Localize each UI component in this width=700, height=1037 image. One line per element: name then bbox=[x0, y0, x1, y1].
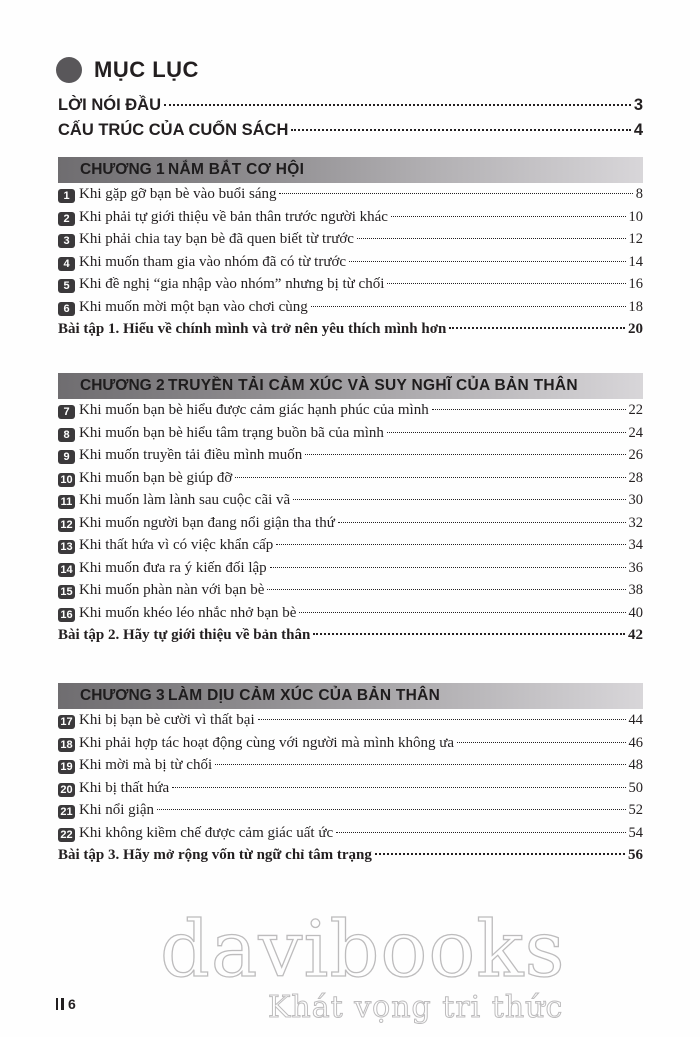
watermark-tagline: Khát vọng tri thức bbox=[268, 990, 564, 1025]
item-label: Khi muốn bạn bè giúp đỡ bbox=[79, 469, 233, 486]
leader-dots bbox=[387, 283, 625, 284]
item-page: 30 bbox=[628, 492, 643, 508]
watermark-brand: davibooks bbox=[160, 905, 566, 995]
leader-dots bbox=[258, 719, 626, 720]
chapter-header bbox=[58, 157, 643, 183]
leader-dots bbox=[357, 238, 626, 239]
leader-dots bbox=[267, 589, 625, 590]
toc-item[interactable] bbox=[58, 560, 643, 583]
item-label: Khi muốn bạn bè hiểu tâm trạng buồn bã của mình bbox=[79, 424, 384, 441]
item-number-badge: 13 bbox=[58, 540, 75, 554]
exercise-page: 56 bbox=[628, 847, 643, 863]
leader-dots bbox=[336, 832, 625, 833]
leader-dots bbox=[172, 787, 625, 788]
toc-item[interactable] bbox=[58, 209, 643, 232]
toc-item[interactable] bbox=[58, 757, 643, 780]
item-label: Khi muốn truyền tải điều mình muốn bbox=[79, 447, 303, 463]
chapter-1-section bbox=[58, 157, 643, 343]
item-page: 54 bbox=[628, 824, 643, 841]
item-label: Khi nổi giận bbox=[79, 802, 154, 818]
toc-item[interactable] bbox=[58, 276, 643, 299]
leader-dots bbox=[387, 432, 626, 433]
leader-dots bbox=[311, 306, 626, 307]
exercise-label: Bài tập 3. Hãy mở rộng vốn từ ngữ chỉ tâm trạng bbox=[58, 847, 372, 863]
item-label: Khi bị bạn bè cười vì thất bại bbox=[79, 712, 255, 728]
item-label: Khi phải hợp tác hoạt động cùng với người mà mình không ưa bbox=[79, 734, 454, 751]
item-number-badge: 4 bbox=[58, 257, 75, 271]
chapter-header bbox=[58, 373, 643, 399]
item-number-badge: 17 bbox=[58, 715, 75, 729]
item-page: 50 bbox=[628, 779, 643, 796]
item-page: 8 bbox=[635, 186, 643, 202]
toc-item[interactable] bbox=[58, 802, 643, 825]
leader-dots bbox=[375, 853, 625, 855]
leader-dots bbox=[279, 193, 632, 194]
leader-dots bbox=[164, 104, 631, 106]
chapter-2-section bbox=[58, 373, 643, 649]
leader-dots bbox=[293, 499, 625, 500]
item-label: Khi mời mà bị từ chối bbox=[79, 757, 213, 773]
item-number-badge: 12 bbox=[58, 518, 75, 532]
toc-item[interactable] bbox=[58, 735, 643, 758]
leader-dots bbox=[338, 522, 626, 523]
item-page: 26 bbox=[628, 447, 643, 463]
page-marker-icon bbox=[56, 998, 64, 1010]
item-page: 40 bbox=[628, 604, 643, 621]
item-number-badge: 18 bbox=[58, 738, 75, 752]
item-label: Khi phải tự giới thiệu về bản thân trước người khác bbox=[79, 208, 388, 225]
toc-item[interactable] bbox=[58, 780, 643, 803]
toc-item[interactable] bbox=[58, 254, 643, 277]
item-page: 12 bbox=[628, 231, 643, 247]
chapter-title: LÀM DỊU CẢM XÚC CỦA BẢN THÂN bbox=[168, 687, 441, 704]
item-page: 44 bbox=[628, 712, 643, 728]
toc-item[interactable] bbox=[58, 231, 643, 254]
toc-item[interactable] bbox=[58, 537, 643, 560]
item-number-badge: 21 bbox=[58, 805, 75, 819]
exercise-row[interactable] bbox=[58, 627, 643, 649]
item-number-badge: 6 bbox=[58, 302, 75, 316]
leader-dots bbox=[349, 261, 625, 262]
toc-item[interactable] bbox=[58, 186, 643, 209]
front-matter-row[interactable] bbox=[58, 96, 643, 121]
toc-item[interactable] bbox=[58, 470, 643, 493]
leader-dots bbox=[449, 327, 625, 329]
item-page: 32 bbox=[628, 514, 643, 531]
leader-dots bbox=[305, 454, 625, 455]
exercise-row[interactable] bbox=[58, 847, 643, 869]
item-label: Khi muốn tham gia vào nhóm đã có từ trước bbox=[79, 253, 347, 270]
chapter-title: NẮM BẮT CƠ HỘI bbox=[168, 161, 305, 178]
item-page: 46 bbox=[628, 734, 643, 751]
leader-dots bbox=[457, 742, 626, 743]
leader-dots bbox=[291, 129, 630, 131]
item-label: Khi phải chia tay bạn bè đã quen biết từ trước bbox=[79, 231, 354, 247]
toc-item[interactable] bbox=[58, 582, 643, 605]
chapter-number: CHƯƠNG 1 bbox=[80, 161, 165, 178]
item-number-badge: 10 bbox=[58, 473, 75, 487]
item-label: Khi muốn bạn bè hiểu được cảm giác hạnh phúc của mình bbox=[79, 402, 429, 418]
chapter-number: CHƯƠNG 3 bbox=[80, 687, 165, 704]
exercise-page: 20 bbox=[628, 321, 643, 337]
toc-item[interactable] bbox=[58, 425, 643, 448]
item-label: Khi muốn đưa ra ý kiến đối lập bbox=[79, 559, 267, 576]
item-page: 14 bbox=[628, 253, 643, 270]
front-matter-list bbox=[58, 96, 643, 146]
leader-dots bbox=[299, 612, 625, 613]
item-label: Khi bị thất hứa bbox=[79, 779, 170, 796]
toc-item[interactable] bbox=[58, 712, 643, 735]
leader-dots bbox=[157, 809, 626, 810]
front-matter-label: CẤU TRÚC CỦA CUỐN SÁCH bbox=[58, 121, 289, 139]
exercise-label: Bài tập 1. Hiểu về chính mình và trở nên yêu thích mình hơn bbox=[58, 321, 447, 337]
front-matter-page: 4 bbox=[633, 121, 643, 139]
leader-dots bbox=[276, 544, 625, 545]
item-page: 36 bbox=[628, 559, 643, 576]
item-number-badge: 7 bbox=[58, 405, 75, 419]
chapter-items bbox=[58, 402, 643, 627]
chapter-header bbox=[58, 683, 643, 709]
item-label: Khi gặp gỡ bạn bè vào buổi sáng bbox=[79, 186, 277, 202]
leader-dots bbox=[391, 216, 626, 217]
toc-item[interactable] bbox=[58, 447, 643, 470]
leader-dots bbox=[270, 567, 626, 568]
item-label: Khi muốn khéo léo nhắc nhở bạn bè bbox=[79, 604, 297, 621]
item-page: 10 bbox=[628, 208, 643, 225]
toc-item[interactable] bbox=[58, 605, 643, 628]
item-number-badge: 20 bbox=[58, 783, 75, 797]
item-number-badge: 2 bbox=[58, 212, 75, 226]
item-label: Khi muốn phàn nàn với bạn bè bbox=[79, 582, 265, 598]
item-number-badge: 22 bbox=[58, 828, 75, 842]
item-label: Khi không kiềm chế được cảm giác uất ức bbox=[79, 824, 334, 841]
toc-item[interactable] bbox=[58, 492, 643, 515]
item-number-badge: 19 bbox=[58, 760, 75, 774]
item-label: Khi đề nghị “gia nhập vào nhóm” nhưng bị từ chối bbox=[79, 276, 385, 292]
item-number-badge: 3 bbox=[58, 234, 75, 248]
item-label: Khi thất hứa vì có việc khẩn cấp bbox=[79, 537, 274, 553]
leader-dots bbox=[215, 764, 625, 765]
page-number-text: 6 bbox=[68, 996, 76, 1012]
item-number-badge: 14 bbox=[58, 563, 75, 577]
item-label: Khi muốn làm lành sau cuộc cãi vã bbox=[79, 492, 291, 508]
item-number-badge: 1 bbox=[58, 189, 75, 203]
item-number-badge: 9 bbox=[58, 450, 75, 464]
item-label: Khi muốn mời một bạn vào chơi cùng bbox=[79, 298, 308, 315]
title-bullet-icon bbox=[56, 57, 82, 83]
leader-dots bbox=[235, 477, 625, 478]
item-number-badge: 15 bbox=[58, 585, 75, 599]
toc-item[interactable] bbox=[58, 515, 643, 538]
exercise-row[interactable] bbox=[58, 321, 643, 343]
item-page: 24 bbox=[628, 424, 643, 441]
front-matter-page: 3 bbox=[633, 96, 643, 114]
page-title bbox=[56, 52, 199, 88]
toc-item[interactable] bbox=[58, 825, 643, 848]
page-title-text: MỤC LỤC bbox=[94, 57, 199, 82]
chapter-3-section bbox=[58, 683, 643, 869]
front-matter-row[interactable] bbox=[58, 121, 643, 146]
leader-dots bbox=[432, 409, 626, 410]
chapter-items bbox=[58, 186, 643, 321]
leader-dots bbox=[313, 633, 625, 635]
chapter-title: TRUYỀN TẢI CẢM XÚC VÀ SUY NGHĨ CỦA BẢN THÂN bbox=[168, 377, 578, 394]
item-page: 16 bbox=[628, 276, 643, 292]
exercise-page: 42 bbox=[628, 627, 643, 643]
page-number bbox=[56, 996, 76, 1012]
exercise-label: Bài tập 2. Hãy tự giới thiệu về bản thân bbox=[58, 627, 311, 643]
chapter-items bbox=[58, 712, 643, 847]
item-page: 22 bbox=[628, 402, 643, 418]
front-matter-label: LỜI NÓI ĐẦU bbox=[58, 96, 161, 114]
item-page: 38 bbox=[628, 582, 643, 598]
item-page: 48 bbox=[628, 757, 643, 773]
item-number-badge: 16 bbox=[58, 608, 75, 622]
item-label: Khi muốn người bạn đang nổi giận tha thứ bbox=[79, 514, 335, 531]
item-page: 34 bbox=[628, 537, 643, 553]
chapter-number: CHƯƠNG 2 bbox=[80, 377, 165, 394]
item-page: 52 bbox=[628, 802, 643, 818]
item-page: 28 bbox=[628, 469, 643, 486]
toc-item[interactable] bbox=[58, 402, 643, 425]
item-number-badge: 5 bbox=[58, 279, 75, 293]
toc-item[interactable] bbox=[58, 299, 643, 322]
item-number-badge: 8 bbox=[58, 428, 75, 442]
item-page: 18 bbox=[628, 298, 643, 315]
item-number-badge: 11 bbox=[58, 495, 75, 509]
